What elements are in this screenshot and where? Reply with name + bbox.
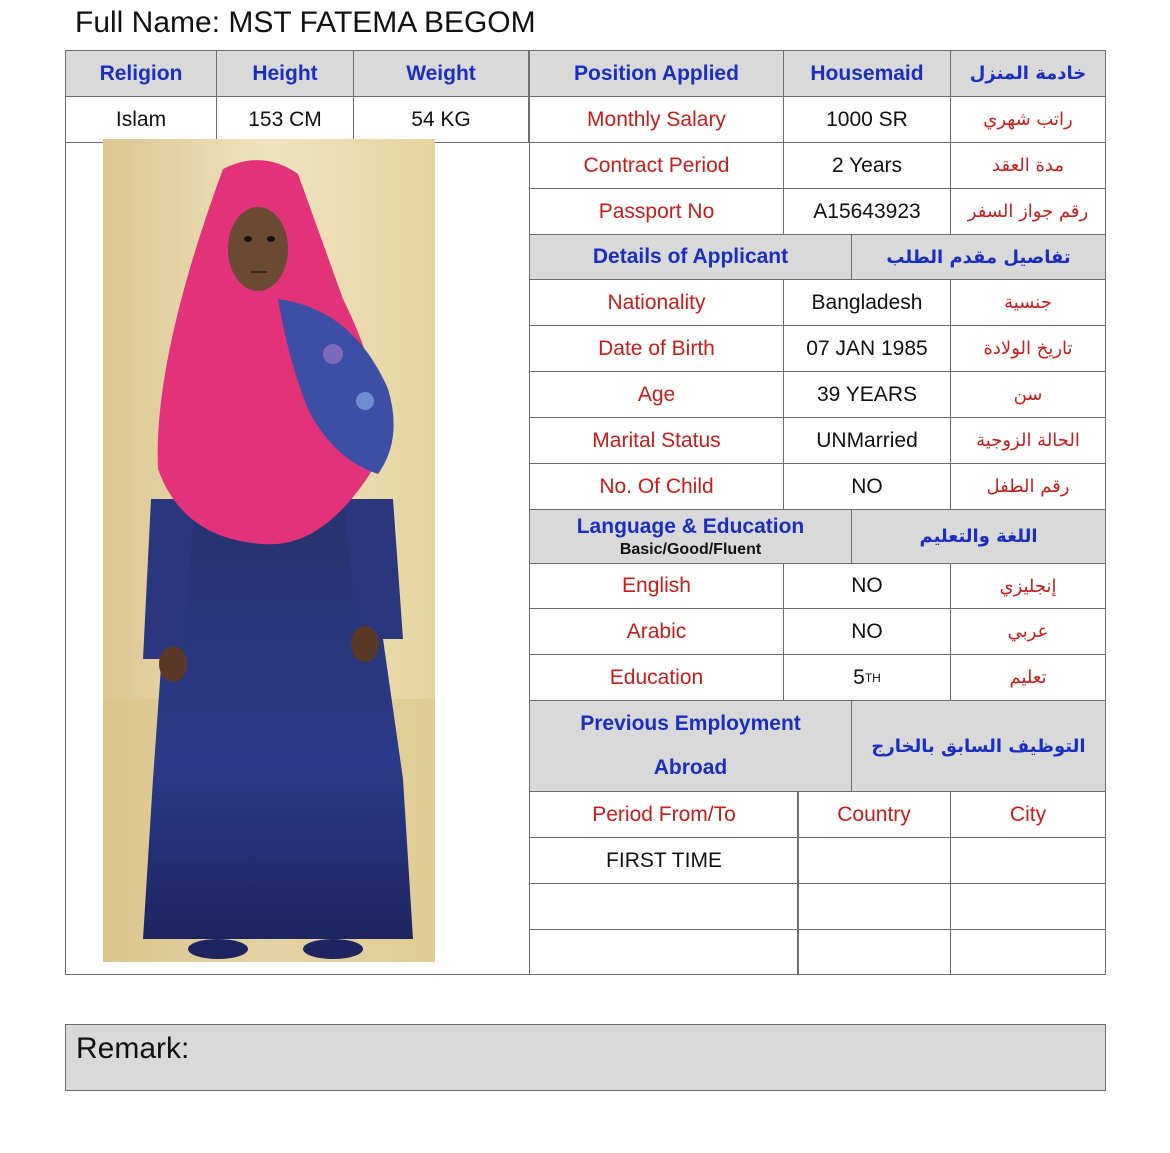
contract-arabic: مدة العقد [950,142,1106,189]
dob-value: 07 JAN 1985 [783,325,951,372]
education-label: Education [529,654,784,701]
children-value: NO [783,463,951,510]
age-arabic: سن [950,371,1106,418]
position-value: Housemaid [783,50,951,97]
details-header: Details of Applicant [529,234,852,280]
marital-arabic: الحالة الزوجية [950,417,1106,464]
employment-empty-cell [529,883,799,930]
employment-header [529,700,852,792]
height-header: Height [216,50,354,97]
children-label: No. Of Child [529,463,784,510]
nationality-value: Bangladesh [783,279,951,326]
passport-value: A15643923 [783,188,951,235]
education-value [783,654,951,701]
employment-col-country: Country [797,791,951,838]
employment-col-period: Period From/To [529,791,799,838]
age-value: 39 YEARS [783,371,951,418]
contract-label: Contract Period [529,142,784,189]
marital-value: UNMarried [783,417,951,464]
nationality-label: Nationality [529,279,784,326]
arabic-value: NO [783,608,951,655]
dob-label: Date of Birth [529,325,784,372]
language-header [529,509,852,564]
arabic-arabic: عربي [950,608,1106,655]
applicant-photo-image [103,139,435,962]
employment-empty-cell [950,883,1106,930]
education-grade: 5 [853,665,865,689]
employment-row-country [797,837,951,884]
english-arabic: إنجليزي [950,563,1106,609]
employment-empty-cell [950,929,1106,975]
english-value: NO [783,563,951,609]
applicant-photo [103,139,435,962]
english-label: English [529,563,784,609]
education-grade-suffix: TH [864,670,881,685]
details-header-arabic: تفاصيل مقدم الطلب [851,234,1106,280]
marital-label: Marital Status [529,417,784,464]
remark-label: Remark: [76,1032,190,1065]
position-label: Position Applied [529,50,784,97]
employment-empty-cell [529,929,799,975]
employment-header-line1: Previous Employment [580,712,801,735]
passport-label: Passport No [529,188,784,235]
weight-header: Weight [353,50,529,97]
passport-arabic: رقم جواز السفر [950,188,1106,235]
salary-label: Monthly Salary [529,96,784,143]
employment-header-line2: Abroad [653,756,728,779]
religion-header: Religion [65,50,217,97]
employment-header-arabic: التوظيف السابق بالخارج [851,700,1106,792]
salary-arabic: راتب شهري [950,96,1106,143]
language-header-title: Language & Education [576,514,805,538]
height-value: 153 CM [216,96,354,143]
employment-row-period: FIRST TIME [529,837,799,884]
salary-value: 1000 SR [783,96,951,143]
age-label: Age [529,371,784,418]
language-header-sub: Basic/Good/Fluent [619,540,762,558]
weight-value: 54 KG [353,96,529,143]
full-name-title: Full Name: MST FATEMA BEGOM [75,6,536,39]
language-header-arabic: اللغة والتعليم [851,509,1106,564]
children-arabic: رقم الطفل [950,463,1106,510]
employment-col-city: City [950,791,1106,838]
education-arabic: تعليم [950,654,1106,701]
nationality-arabic: جنسية [950,279,1106,326]
contract-value: 2 Years [783,142,951,189]
employment-row-city [950,837,1106,884]
remark-box [65,1024,1106,1091]
religion-value: Islam [65,96,217,143]
employment-empty-cell [797,929,951,975]
position-arabic: خادمة المنزل [950,50,1106,97]
dob-arabic: تاريخ الولادة [950,325,1106,372]
employment-empty-cell [797,883,951,930]
arabic-label: Arabic [529,608,784,655]
